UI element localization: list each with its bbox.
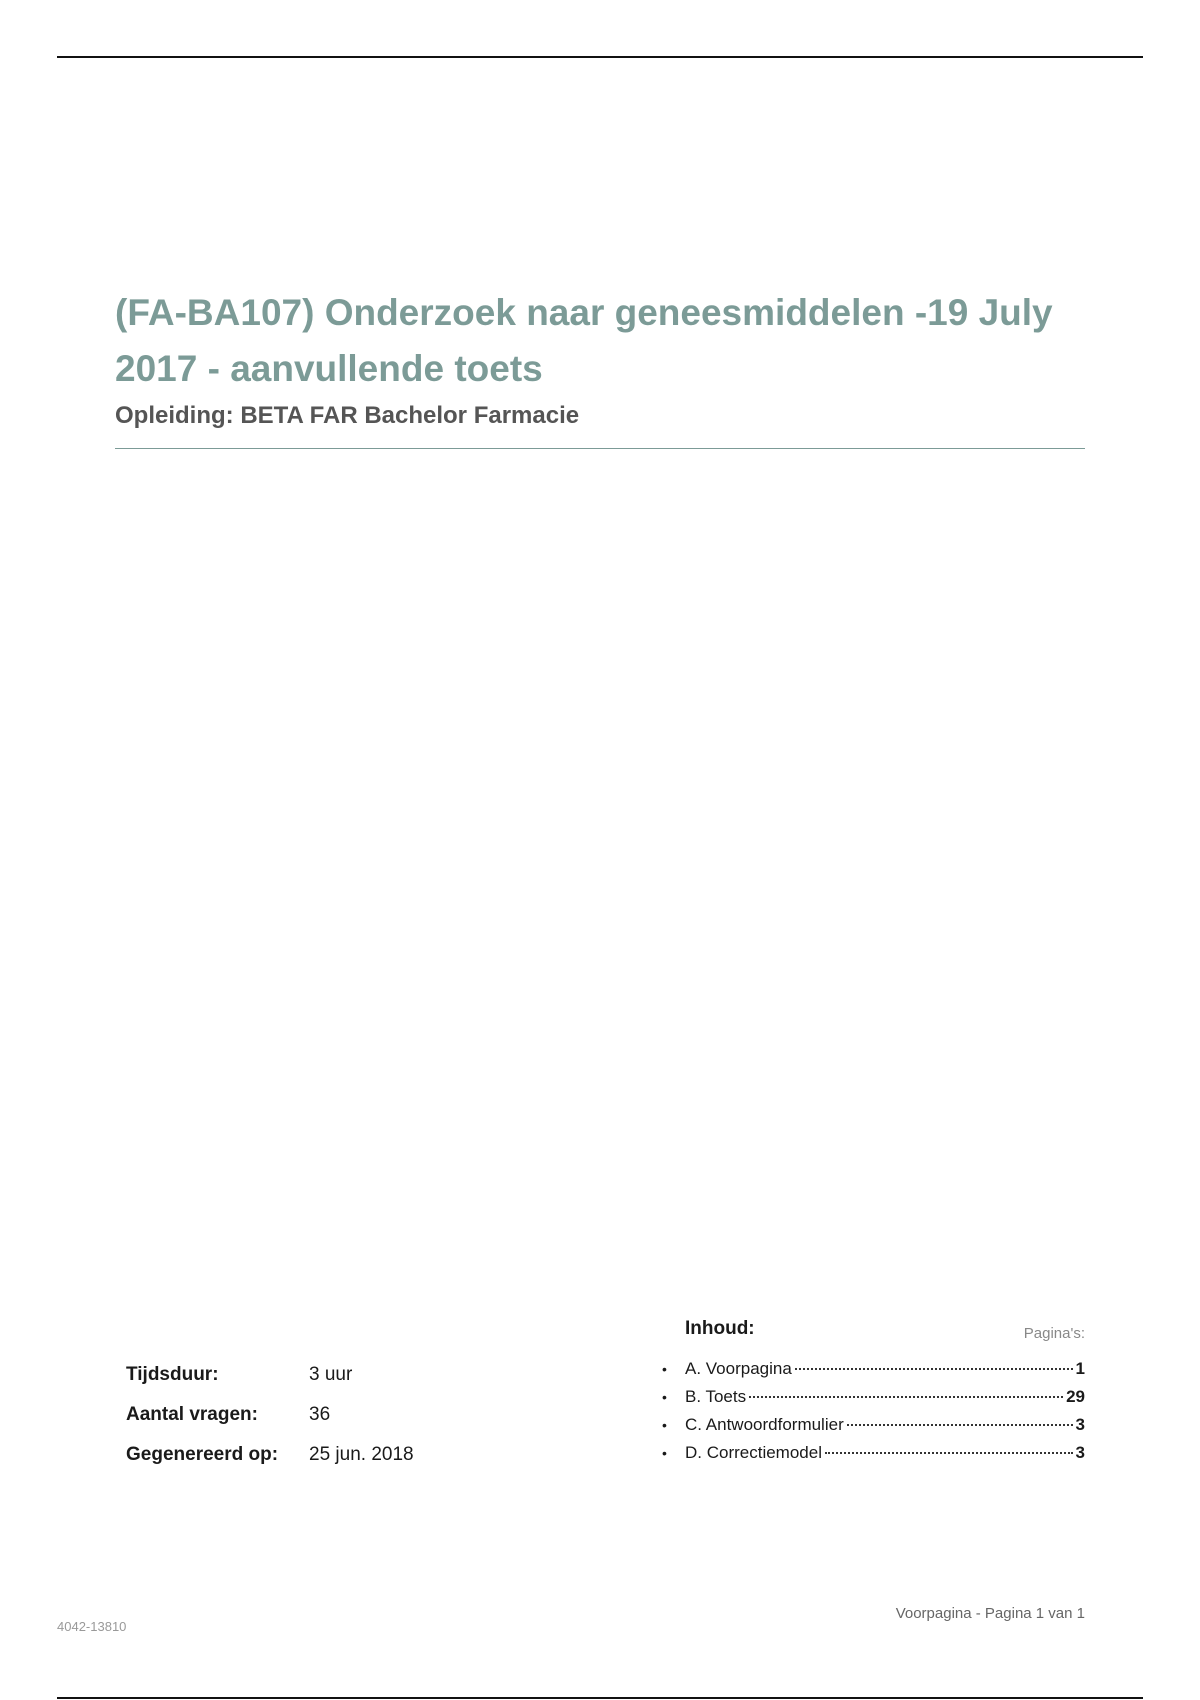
table-of-contents xyxy=(660,1318,1085,1471)
toc-header xyxy=(685,1318,1085,1348)
bottom-rule xyxy=(57,1697,1143,1699)
meta-value: 3 uur xyxy=(309,1364,353,1385)
toc-item-toets xyxy=(660,1387,1085,1415)
toc-item-correctiemodel xyxy=(660,1443,1085,1471)
toc-item-label: D. Correctiemodel xyxy=(685,1443,822,1462)
toc-item-label: C. Antwoordformulier xyxy=(685,1415,844,1434)
toc-pages-label: Pagina's: xyxy=(1023,1325,1085,1342)
meta-value: 36 xyxy=(309,1404,331,1425)
dot-leader xyxy=(795,1368,1073,1370)
page-footer: Voorpagina - Pagina 1 van 1 xyxy=(895,1605,1085,1622)
meta-label: Gegenereerd op: xyxy=(126,1444,279,1465)
meta-value: 25 jun. 2018 xyxy=(309,1444,414,1465)
toc-heading: Inhoud: xyxy=(685,1318,755,1339)
dot-leader xyxy=(825,1452,1073,1454)
exam-meta xyxy=(126,1355,414,1475)
meta-row-duration xyxy=(126,1355,414,1395)
title-divider xyxy=(115,448,1085,449)
bullet-icon: • xyxy=(662,1445,667,1461)
toc-item-page: 29 xyxy=(1066,1387,1085,1406)
meta-row-generated-date xyxy=(126,1435,414,1475)
dot-leader xyxy=(749,1396,1063,1398)
meta-label: Tijdsduur: xyxy=(126,1364,219,1385)
bullet-icon: • xyxy=(662,1417,667,1433)
bullet-icon: • xyxy=(662,1389,667,1405)
toc-item-page: 3 xyxy=(1075,1415,1085,1434)
toc-item-page: 3 xyxy=(1075,1443,1085,1462)
bullet-icon: • xyxy=(662,1361,667,1377)
toc-item-page: 1 xyxy=(1075,1359,1085,1378)
toc-item-voorpagina xyxy=(660,1359,1085,1387)
title-block xyxy=(115,285,1085,432)
meta-label: Aantal vragen: xyxy=(126,1404,258,1425)
toc-item-label: B. Toets xyxy=(685,1387,747,1406)
dot-leader xyxy=(847,1424,1073,1426)
document-subtitle: Opleiding: BETA FAR Bachelor Farmacie xyxy=(115,402,580,429)
top-rule xyxy=(57,56,1143,58)
meta-row-question-count xyxy=(126,1395,414,1435)
toc-item-antwoordformulier xyxy=(660,1415,1085,1443)
document-title: (FA-BA107) Onderzoek naar geneesmiddelen -19 July 2017 - aanvullende toets xyxy=(115,292,1053,389)
document-code: 4042-13810 xyxy=(57,1619,127,1634)
toc-list xyxy=(660,1359,1085,1471)
toc-item-label: A. Voorpagina xyxy=(685,1359,792,1378)
